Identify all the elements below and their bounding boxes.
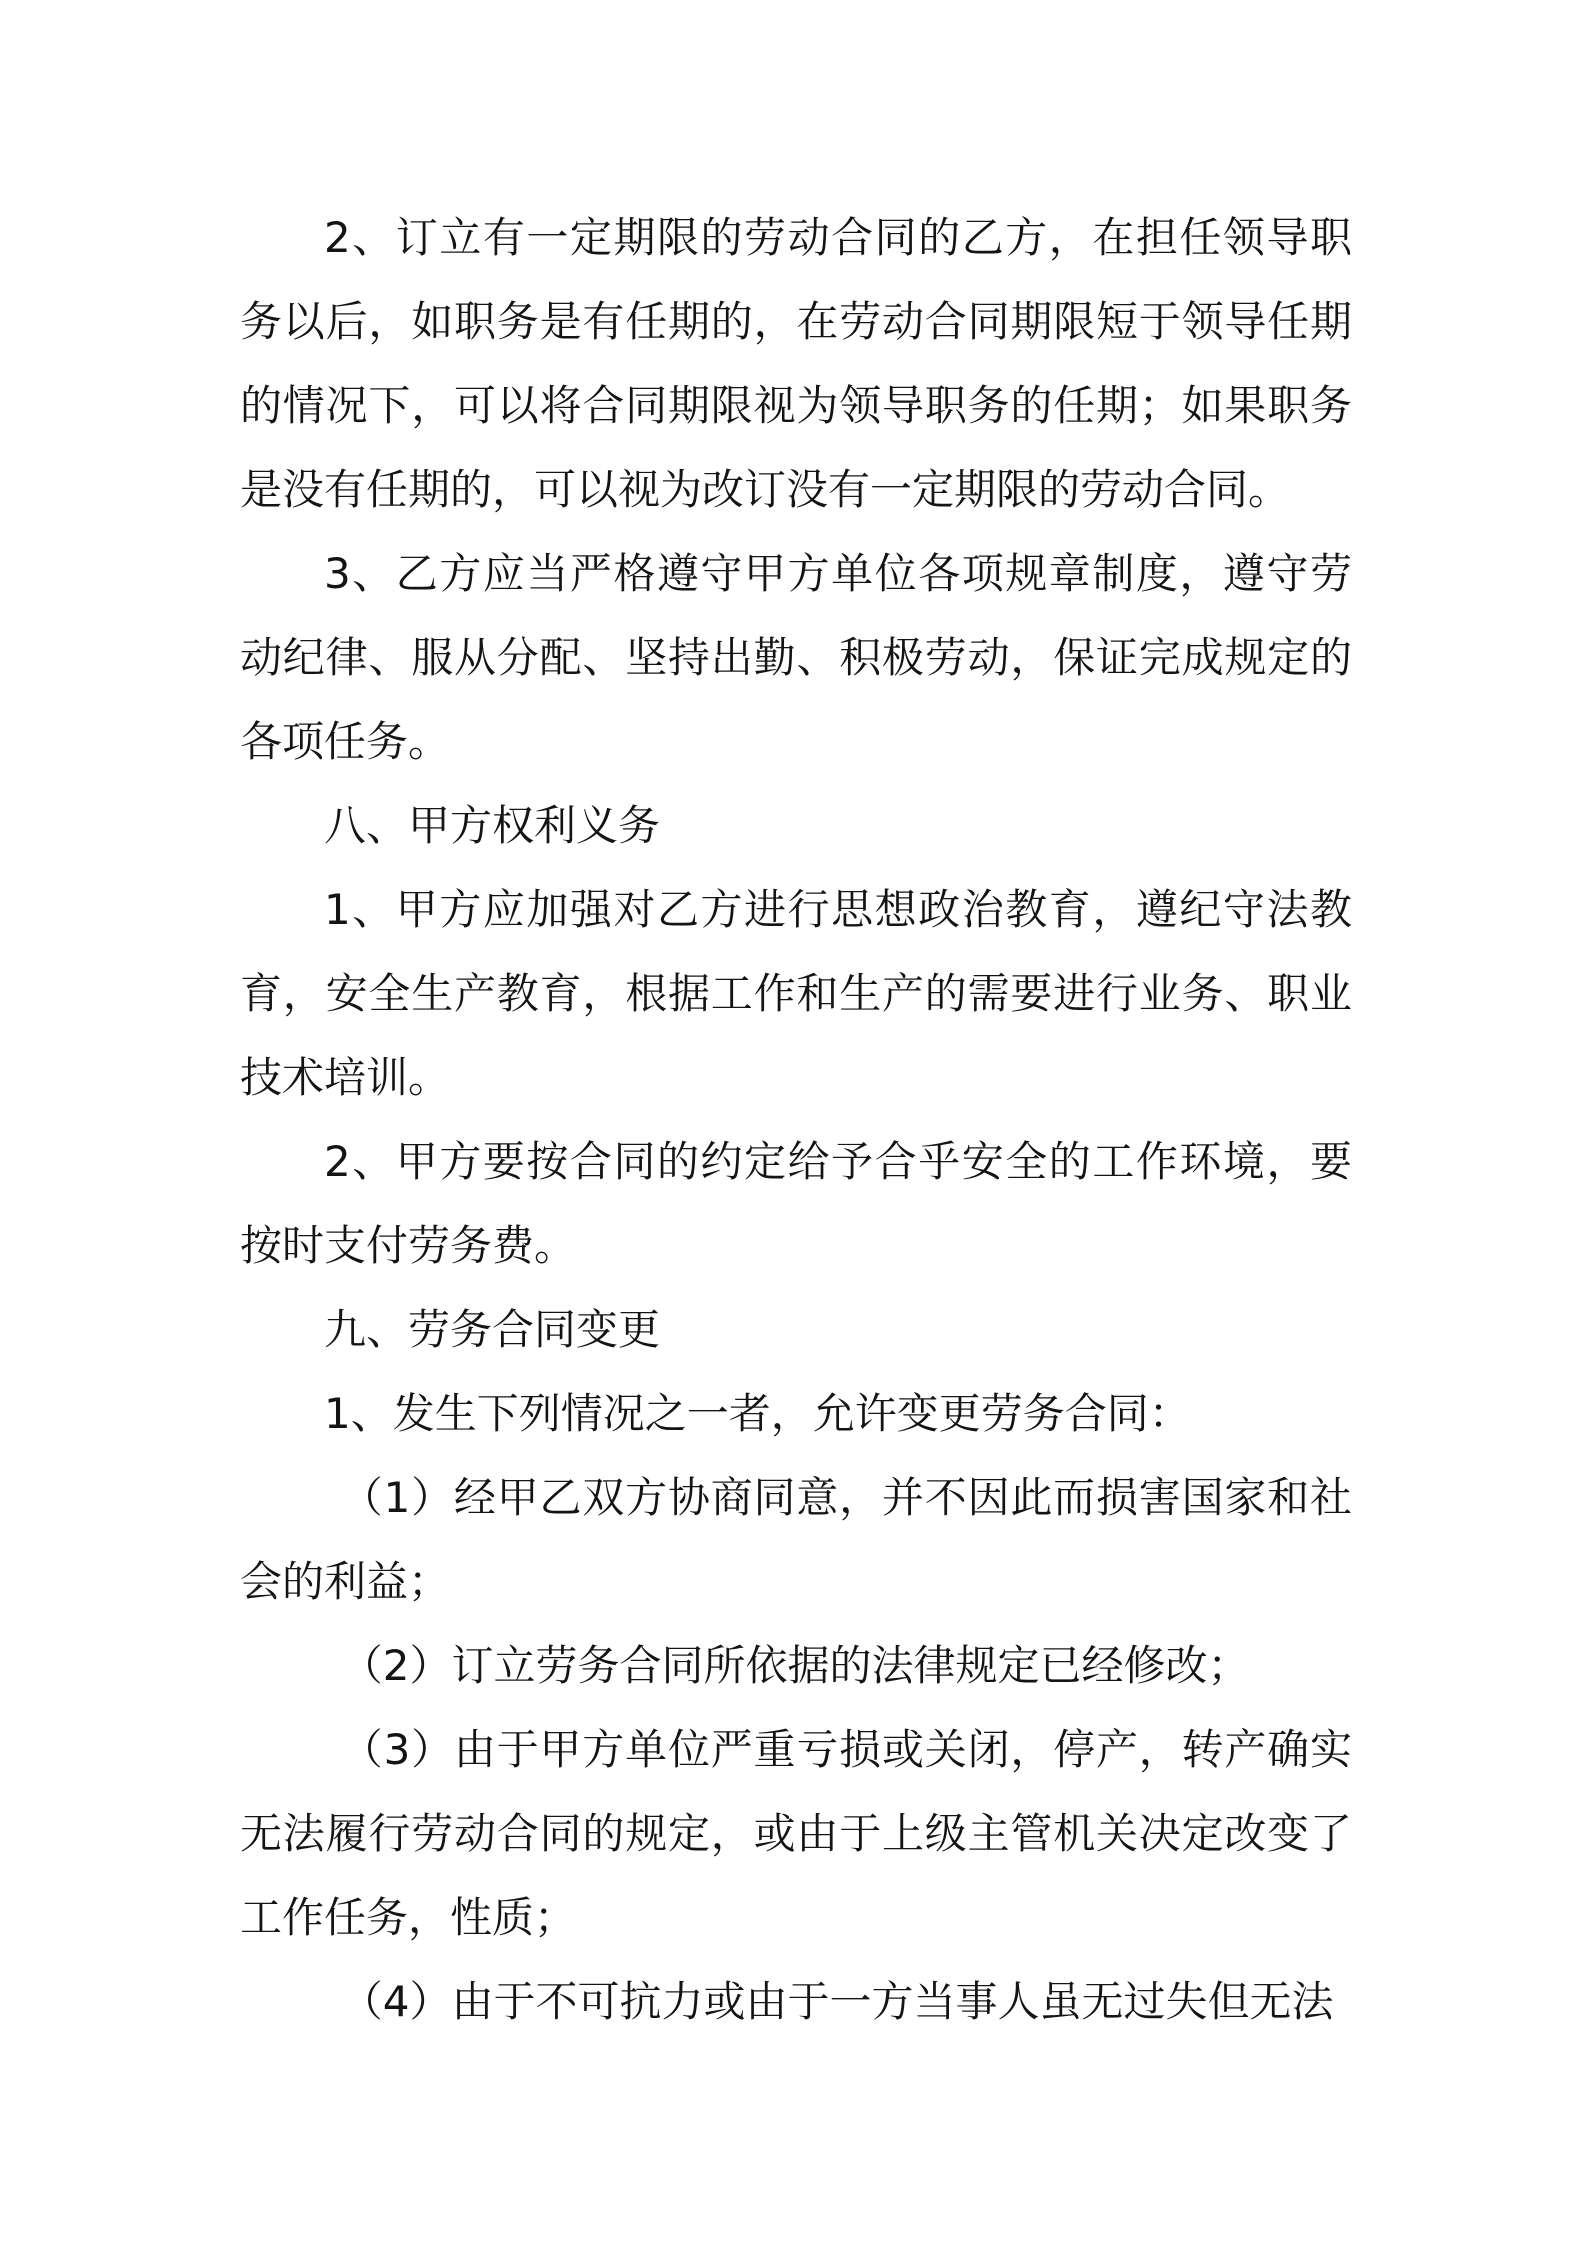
paragraph-change-clause-1: 1、发生下列情况之一者，允许变更劳务合同： bbox=[324, 1389, 1191, 1438]
document-page bbox=[240, 196, 1352, 2044]
list-item-change-condition-4: （4）由于不可抗力或由于一方当事人虽无过失但无法 bbox=[340, 1977, 1334, 2026]
paragraph-clause-2-leadership-term: 2、订立有一定期限的劳动合同的乙方，在担任领导职务以后，如职务是有任期的，在劳动合同期限短于领导任期的情况下，可以将合同期限视为领导职务的任期；如果职务是没有任期的，可以视为改订没有一定期限的劳动合同。 bbox=[240, 213, 1352, 514]
list-item-change-condition-3: （3）由于甲方单位严重亏损或关闭，停产，转产确实无法履行劳动合同的规定，或由于上级主管机关决定改变了工作任务，性质； bbox=[240, 1725, 1352, 1942]
list-item-change-condition-1: （1）经甲乙双方协商同意，并不因此而损害国家和社会的利益； bbox=[240, 1473, 1352, 1606]
section-heading-contract-change: 九、劳务合同变更 bbox=[324, 1305, 661, 1354]
list-item-change-condition-2: （2）订立劳务合同所依据的法律规定已经修改； bbox=[340, 1641, 1250, 1690]
section-heading-employer-rights: 八、甲方权利义务 bbox=[324, 801, 661, 850]
paragraph-clause-3-employee-duties: 3、乙方应当严格遵守甲方单位各项规章制度，遵守劳动纪律、服从分配、坚持出勤、积极劳动，保证完成规定的各项任务。 bbox=[240, 549, 1352, 766]
paragraph-employer-clause-2: 2、甲方要按合同的约定给予合乎安全的工作环境，要按时支付劳务费。 bbox=[240, 1137, 1352, 1270]
paragraph-employer-clause-1: 1、甲方应加强对乙方进行思想政治教育，遵纪守法教育，安全生产教育，根据工作和生产的需要进行业务、职业技术培训。 bbox=[240, 885, 1352, 1102]
